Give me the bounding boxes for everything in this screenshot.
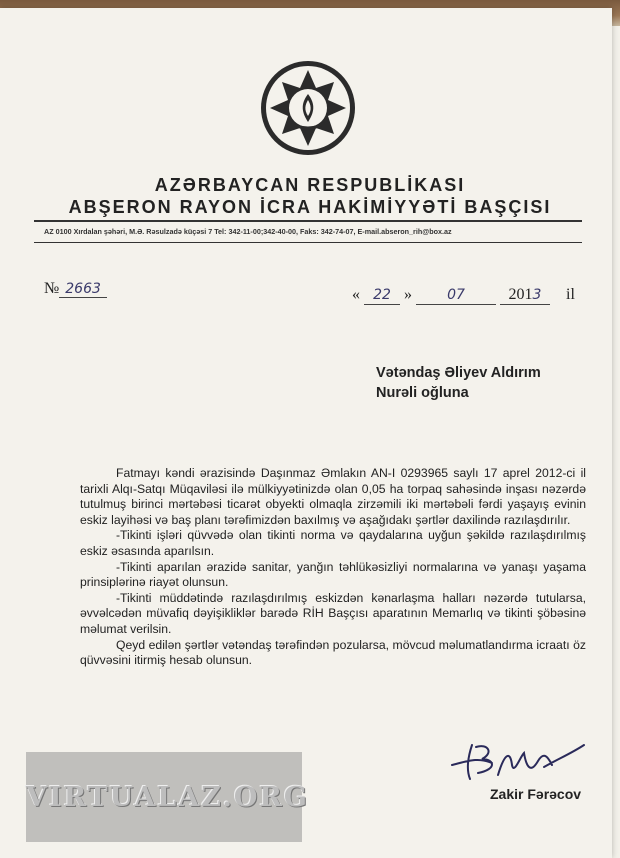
header-title-country: AZƏRBAYCAN RESPUBLİKASI — [154, 175, 466, 195]
handwritten-signature-icon — [448, 735, 588, 785]
body-paragraph-4: -Tikinti müddətində razılaşdırılmış eskizdən kənarlaşma halları nəzərdə tutularsa, əvvəlcədən müvafiq dəyişikliklər barədə RİH Başçısı aparatının Memarlıq və tikinti şöbəsinə məlumat verilsin. — [80, 590, 586, 636]
number-prefix: № — [44, 280, 60, 297]
body-paragraph-1: Fatmayı kəndi ərazisində Daşınmaz Əmlakın AN-I 0293965 saylı 17 aprel 2012-ci il tarixli Alqı-Satqı Müqaviləsi ilə mülkiyyətinizdə olan 0,05 ha torpaq sahəsində inşası nəzərdə tutulmuş birinci mərtəbəsi ticarət obyekti olmaqla zirzəmili iki mərtəbəli fərdi yaşayış evinin eskiz layihəsi və baş planı tərəfimizdən baxılmış və aşağıdakı şərtlər daxilində razılaşdırılır. — [80, 466, 586, 527]
date-suffix: il — [566, 286, 575, 303]
number-handwritten: 2663 — [59, 281, 107, 298]
azerbaijan-state-emblem-icon — [258, 58, 358, 158]
date-year-hand: 3 — [532, 287, 542, 303]
header-divider-bottom — [34, 242, 582, 243]
body-paragraph-3: -Tikinti aparılan ərazidə sanitar, yanğın təhlükəsizliyi normalarına və yanaşı yaşama prinsiplərinə riayət olunsun. — [80, 559, 586, 590]
letter-body — [80, 466, 586, 669]
watermark-text: VIRTUALAZ.ORG — [26, 782, 309, 813]
reference-number — [44, 280, 107, 298]
header-title-office: ABŞERON RAYON İCRA HAKİMİYYƏTİ BAŞÇISI — [68, 197, 552, 217]
body-paragraph-2: -Tikinti işləri qüvvədə olan tikinti norma və qaydalarına uyğun şəkildə razılaşdırılmış eskiz əsasında aparılsın. — [80, 528, 586, 558]
recipient-line-1: Vətəndaş Əliyev Aldırım — [376, 365, 541, 381]
date-open-quote: « — [352, 286, 360, 303]
signatory-name: Zakir Fərəcov — [490, 786, 582, 802]
date-close-quote: » — [404, 286, 412, 303]
header-divider-top — [34, 220, 582, 222]
date-day: 22 — [373, 287, 391, 303]
body-paragraph-5: Qeyd edilən şərtlər vətəndaş tərəfindən pozularsa, mövcud məlumatlandırma icraatı öz qüvvəsini itirmiş hesab olunsun. — [80, 637, 586, 668]
date-month: 07 — [447, 287, 465, 303]
reference-date — [352, 286, 575, 305]
date-year-printed: 201 — [508, 286, 533, 303]
header-address: AZ 0100 Xırdalan şəhəri, M.Ə. Rəsulzadə küçəsi 7 Tel: 342-11-00;342-40-00, Faks: 342-74-07, E-mail.abseron_rih@box.az — [44, 227, 452, 236]
recipient-block — [376, 363, 541, 403]
recipient-line-2: Nurəli oğluna — [376, 385, 469, 401]
